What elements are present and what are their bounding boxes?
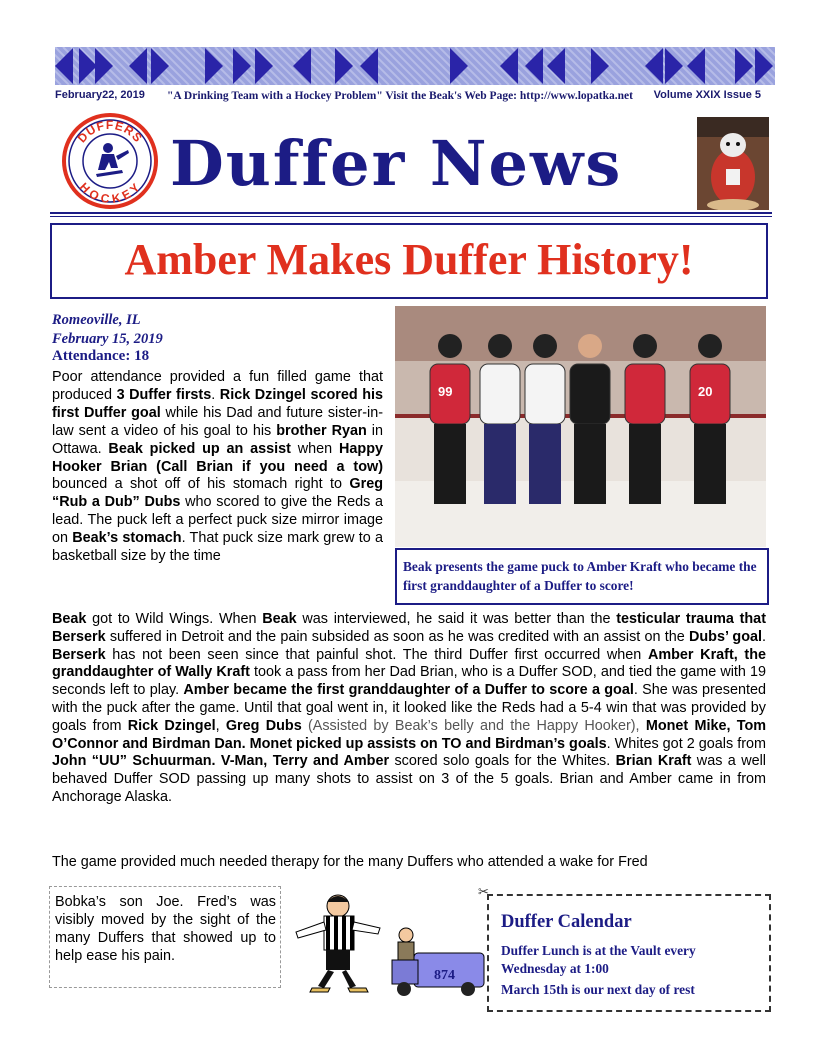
bold-text: Beak’s stomach bbox=[72, 530, 182, 547]
photo-caption-box bbox=[395, 548, 769, 605]
bold-text: V-Man, Terry and Amber bbox=[220, 753, 390, 770]
bold-text: Beak bbox=[52, 611, 87, 627]
body-text: scored solo goals for the Whites. bbox=[389, 753, 616, 770]
article-location: Romeoville, IL bbox=[52, 312, 141, 328]
volume-issue: Volume XXIX Issue 5 bbox=[653, 89, 761, 101]
bold-text: Beak bbox=[262, 611, 297, 627]
body-text: . That puck size mark grew to a basketball size by the time bbox=[52, 530, 383, 565]
bold-text: Dubs’ goal bbox=[688, 628, 762, 645]
bold-text: Amber became the first granddaughter of a Duffer to score a goal bbox=[183, 682, 634, 699]
logo-bottom-text: HOCKEY bbox=[76, 179, 144, 207]
body-text: . bbox=[211, 386, 220, 403]
bold-text: Beak picked up an assist bbox=[108, 440, 291, 457]
duffers-hockey-logo bbox=[56, 112, 164, 210]
body-text: was interviewed, he said it was better than the bbox=[296, 611, 617, 627]
zamboni-number: 874 bbox=[434, 968, 455, 983]
issue-date: February22, 2019 bbox=[55, 89, 145, 101]
bold-text: Monet Mike, Tom O’Connor and Birdman Dan. Monet picked up assists on TO and Birdman’s goals bbox=[52, 717, 767, 752]
body-text: bounced a shot off of his stomach right to bbox=[52, 476, 350, 493]
body-text: . Whites got 2 goals from bbox=[606, 735, 766, 752]
masthead-title: Duffer News bbox=[170, 127, 623, 200]
duffer-calendar bbox=[487, 894, 771, 1012]
body-text: while his Dad and future sister-in-law sent a video of his goal to his bbox=[52, 404, 383, 439]
body-text: who scored to give the Reds a lead. The puck left a perfect puck size mirror image on bbox=[52, 494, 384, 547]
bold-text: Greg “Rub a Dub” Dubs bbox=[52, 476, 383, 511]
referee-cartoon bbox=[290, 888, 390, 996]
bold-text: 3 Duffer firsts bbox=[116, 386, 212, 403]
calendar-rest-day: March 15th is our next day of rest bbox=[501, 982, 695, 997]
info-line bbox=[55, 89, 775, 105]
team-motto: "A Drinking Team with a Hockey Problem" Visit the Beak's Web Page: http://www.lopatka.net bbox=[167, 90, 633, 102]
bold-text: Happy Hooker Brian (Call Brian if you need a tow) bbox=[52, 440, 383, 475]
jersey-number: 20 bbox=[698, 384, 713, 399]
masthead-rule bbox=[50, 212, 772, 214]
bold-text: Amber Kraft, the granddaughter of Wally Kraft bbox=[52, 646, 766, 681]
jersey-number: 99 bbox=[438, 384, 453, 399]
masthead-rule-thin bbox=[50, 216, 772, 217]
bold-text: testicular trauma that Berserk bbox=[52, 611, 766, 645]
body-text: , bbox=[215, 717, 226, 734]
body-text: when bbox=[290, 440, 340, 457]
continued-text-box bbox=[49, 886, 281, 988]
headline-box bbox=[50, 223, 768, 299]
attendance: Attendance: 18 bbox=[52, 348, 150, 364]
banner-pattern bbox=[55, 47, 775, 85]
dateline bbox=[52, 311, 163, 349]
bold-text: Rick Dzingel bbox=[127, 717, 216, 734]
mascot-photo bbox=[697, 117, 769, 210]
bold-text: Berserk bbox=[52, 646, 106, 663]
body-text: got to Wild Wings. When bbox=[86, 611, 263, 627]
scissors-icon: ✂ bbox=[478, 884, 489, 899]
body-text: Poor attendance provided a fun filled game that produced bbox=[52, 369, 383, 403]
calendar-lunch: Duffer Lunch is at the Vault every Wednesday at 1:00 bbox=[501, 943, 696, 976]
article-last-paragraph: The game provided much needed therapy for the many Duffers who attended a wake for Fred bbox=[52, 854, 648, 870]
body-text: suffered in Detroit and the pain subsided as soon as he was credited with an assist on the bbox=[105, 628, 689, 645]
bold-text: John “UU” Schuurman. bbox=[52, 753, 216, 770]
body-text: . She was presented with the puck after the game. Until that goal went in, it looked like the Reds had a 5-4 win that was provided by goals from bbox=[52, 682, 766, 734]
body-text: in Ottawa. bbox=[52, 422, 383, 457]
bold-text: Greg Dubs bbox=[225, 717, 302, 734]
continued-text: Bobka’s son Joe. Fred’s was visibly moved by the sight of the many Duffers that showed up to help ease his pain. bbox=[55, 894, 276, 964]
body-text: was a well behaved Duffer SOD passing up many shots to assist on 3 of the 5 goals. Brian and Amber came in from Anchorage Alaska. bbox=[52, 753, 766, 805]
logo-top-text: DUFFERS bbox=[74, 117, 146, 146]
header-banner bbox=[55, 47, 775, 85]
team-photo bbox=[395, 306, 766, 547]
bold-text: Brian Kraft bbox=[615, 753, 692, 770]
photo-caption: Beak presents the game puck to Amber Kraft who became the first granddaughter of a Duffer to score! bbox=[403, 559, 757, 593]
body-text: (Assisted by Beak’s belly and the Happy Hooker), bbox=[301, 717, 646, 734]
article-headline: Amber Makes Duffer History! bbox=[124, 235, 694, 284]
body-text: took a pass from her Dad Brian, who is a Duffer SOD, and tied the game with 19 seconds left to play. bbox=[52, 664, 767, 699]
article-column-text bbox=[52, 369, 383, 566]
article-date: February 15, 2019 bbox=[52, 331, 163, 347]
zamboni-cartoon bbox=[388, 905, 488, 1000]
bold-text: Rick Dzingel scored his first Duffer goal bbox=[52, 386, 384, 421]
article-full-text bbox=[52, 611, 766, 807]
bold-text: brother Ryan bbox=[276, 422, 367, 439]
body-text: . bbox=[761, 628, 766, 645]
calendar-title: Duffer Calendar bbox=[501, 912, 632, 932]
body-text: has not been seen since that painful shot. The third Duffer first occurred when bbox=[105, 646, 648, 663]
